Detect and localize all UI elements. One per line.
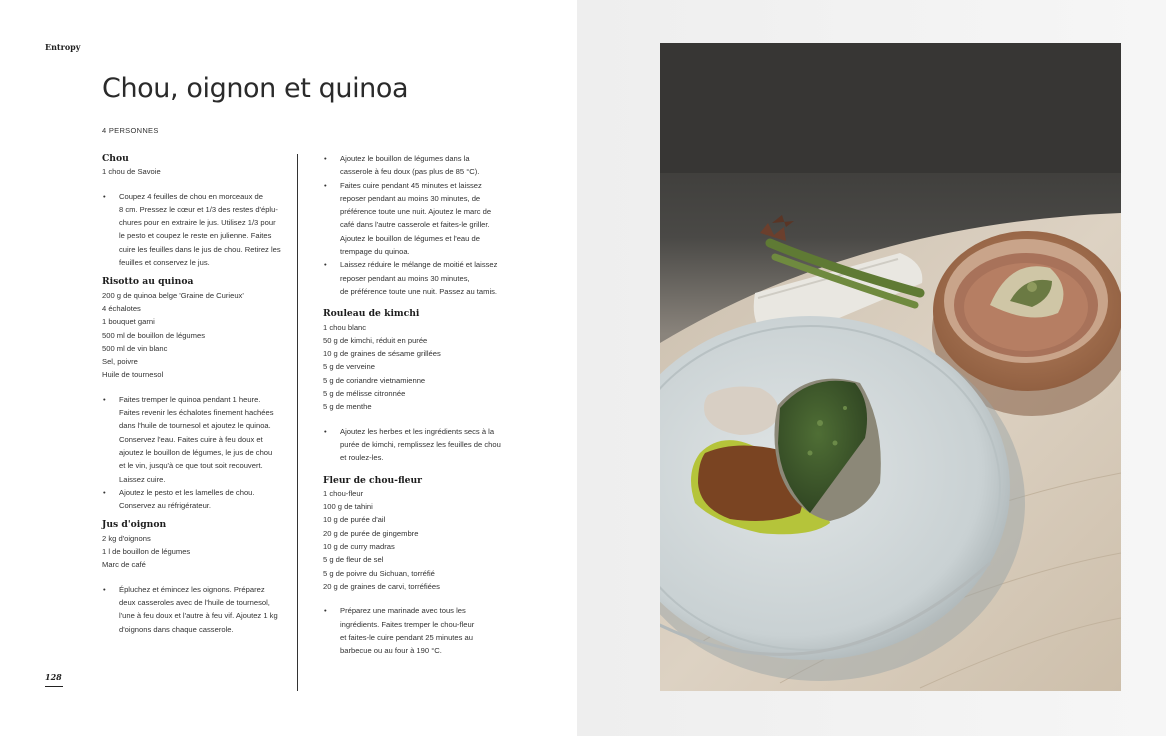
recipe-column-right <box>323 152 505 657</box>
section-heading-chou: Chou <box>102 153 129 164</box>
ingredient-line: 10 g de graines de sésame grillées <box>323 349 441 359</box>
ingredient-line: 5 g de fleur de sel <box>323 555 384 565</box>
ingredient-line: 10 g de curry madras <box>323 542 395 552</box>
ingredient-line: Huile de tournesol <box>102 370 164 380</box>
method-step: • Faites tremper le quinoa pendant 1 heure. Faites revenir les échalotes finement hachées dans l'huile de tournesol et ajoutez le quinoa. Conservez l'eau. Faites cuire à feu doux et ajoutez le bouillon de légumes, le jus de chou et le vin, jusqu'à ce que tout soit recouvert. Laissez cuire. <box>102 393 284 486</box>
method-step: • Préparez une marinade avec tous les ingrédients. Faites tremper le chou-fleur et faites-le cuire pendant 25 minutes au barbecue ou au four à 190 °C. <box>323 604 505 657</box>
steps-jus-oignon <box>102 583 284 636</box>
ingredients-kimchi <box>323 321 505 414</box>
left-page <box>0 0 577 736</box>
section-heading-kimchi: Rouleau de kimchi <box>323 308 420 320</box>
running-head: Entropy <box>45 42 81 52</box>
section-risotto <box>102 275 284 512</box>
ingredient-line: 500 ml de bouillon de légumes <box>102 330 206 340</box>
section-chou-fleur <box>323 474 505 658</box>
ingredient-line: 5 g de coriandre vietnamienne <box>323 375 426 385</box>
recipe-column-left <box>102 152 284 636</box>
ingredient-line: 500 ml de vin blanc <box>102 343 168 353</box>
ingredient-line: Sel, poivre <box>102 357 138 367</box>
steps-chou <box>102 190 284 270</box>
method-step: • Laissez réduire le mélange de moitié et laissez reposer pendant au moins 30 minutes, de préférence toute une nuit. Passez au tamis. <box>323 258 505 298</box>
method-step: • Ajoutez le pesto et les lamelles de chou. Conservez au réfrigérateur. <box>102 486 284 513</box>
ingredient-line: 1 bouquet garni <box>102 317 155 327</box>
ingredient-line: 5 g de verveine <box>323 362 375 372</box>
dish-illustration <box>660 43 1121 691</box>
steps-kimchi <box>323 425 505 465</box>
ingredient-line: 1 l de bouillon de légumes <box>102 547 191 557</box>
ingredient-line: 1 chou de Savoie <box>102 167 161 177</box>
section-heading-risotto: Risotto au quinoa <box>102 276 194 288</box>
ingredients-jus-oignon <box>102 532 284 572</box>
section-jus-continued <box>323 152 505 298</box>
method-step: • Faites cuire pendant 45 minutes et laissez reposer pendant au moins 30 minutes, de préférence toute une nuit. Ajoutez le marc de café dans l'autre casserole et faites-le griller. Ajoutez le bouillon de légumes et l'eau de trempage du quinoa. <box>323 179 505 259</box>
column-divider <box>297 154 298 691</box>
section-heading-jus-oignon: Jus d'oignon <box>102 519 167 531</box>
backdrop-shadow <box>660 43 1121 173</box>
ingredient-line: 1 chou-fleur <box>323 488 364 498</box>
ingredient-line: 2 kg d'oignons <box>102 533 151 543</box>
method-step: • Ajoutez le bouillon de légumes dans la casserole à feu doux (pas plus de 85 °C). <box>323 152 505 179</box>
plated-dish-photo <box>660 43 1121 691</box>
section-jus-oignon <box>102 518 284 635</box>
steps-chou-fleur <box>323 604 505 657</box>
ingredient-line: 20 g de purée de gingembre <box>323 528 419 538</box>
plated-food <box>691 379 881 535</box>
ingredient-line: 4 échalotes <box>102 303 141 313</box>
ingredient-line: 10 g de purée d'ail <box>323 515 386 525</box>
steps-jus-continued <box>323 152 505 298</box>
ingredient-line: Marc de café <box>102 560 146 570</box>
ingredient-line: 5 g de menthe <box>323 402 372 412</box>
section-heading-chou-fleur: Fleur de chou-fleur <box>323 474 422 486</box>
steps-risotto <box>102 393 284 513</box>
ingredients-chou <box>102 165 284 178</box>
ingredients-risotto <box>102 289 284 382</box>
section-kimchi <box>323 307 505 464</box>
ingredient-line: 1 chou blanc <box>323 322 367 332</box>
ingredient-line: 100 g de tahini <box>323 502 373 512</box>
ingredient-line: 200 g de quinoa belge 'Graine de Curieux' <box>102 290 244 300</box>
servings-label: 4 PERSONNES <box>102 126 159 135</box>
ingredient-line: 5 g de mélisse citronnée <box>323 389 406 399</box>
ingredient-line: 20 g de graines de carvi, torréfiées <box>323 581 440 591</box>
section-chou <box>102 152 284 269</box>
method-step: • Coupez 4 feuilles de chou en morceaux de 8 cm. Pressez le cœur et 1/3 des restes d'éplu- chures pour en extraire le jus. Utilisez 1/3 pour le pesto et coupez le reste en julienne. Faites cuire les feuilles dans le jus de chou. Retirez les feuilles et conservez le jus. <box>102 190 284 270</box>
method-step: • Ajoutez les herbes et les ingrédients secs à la purée de kimchi, remplissez les feuilles de chou et roulez-les. <box>323 425 505 465</box>
page-number: 128 <box>45 672 63 687</box>
method-step: • Épluchez et émincez les oignons. Préparez deux casseroles avec de l'huile de tournesol, l'une à feu doux et l'autre à feu vif. Ajoutez 1 kg d'oignons dans chaque casserole. <box>102 583 284 636</box>
ingredients-chou-fleur <box>323 487 505 593</box>
ingredient-line: 5 g de poivre du Sichuan, torréfié <box>323 568 435 578</box>
recipe-title: Chou, oignon et quinoa <box>102 73 409 104</box>
ingredient-line: 50 g de kimchi, réduit en purée <box>323 335 428 345</box>
